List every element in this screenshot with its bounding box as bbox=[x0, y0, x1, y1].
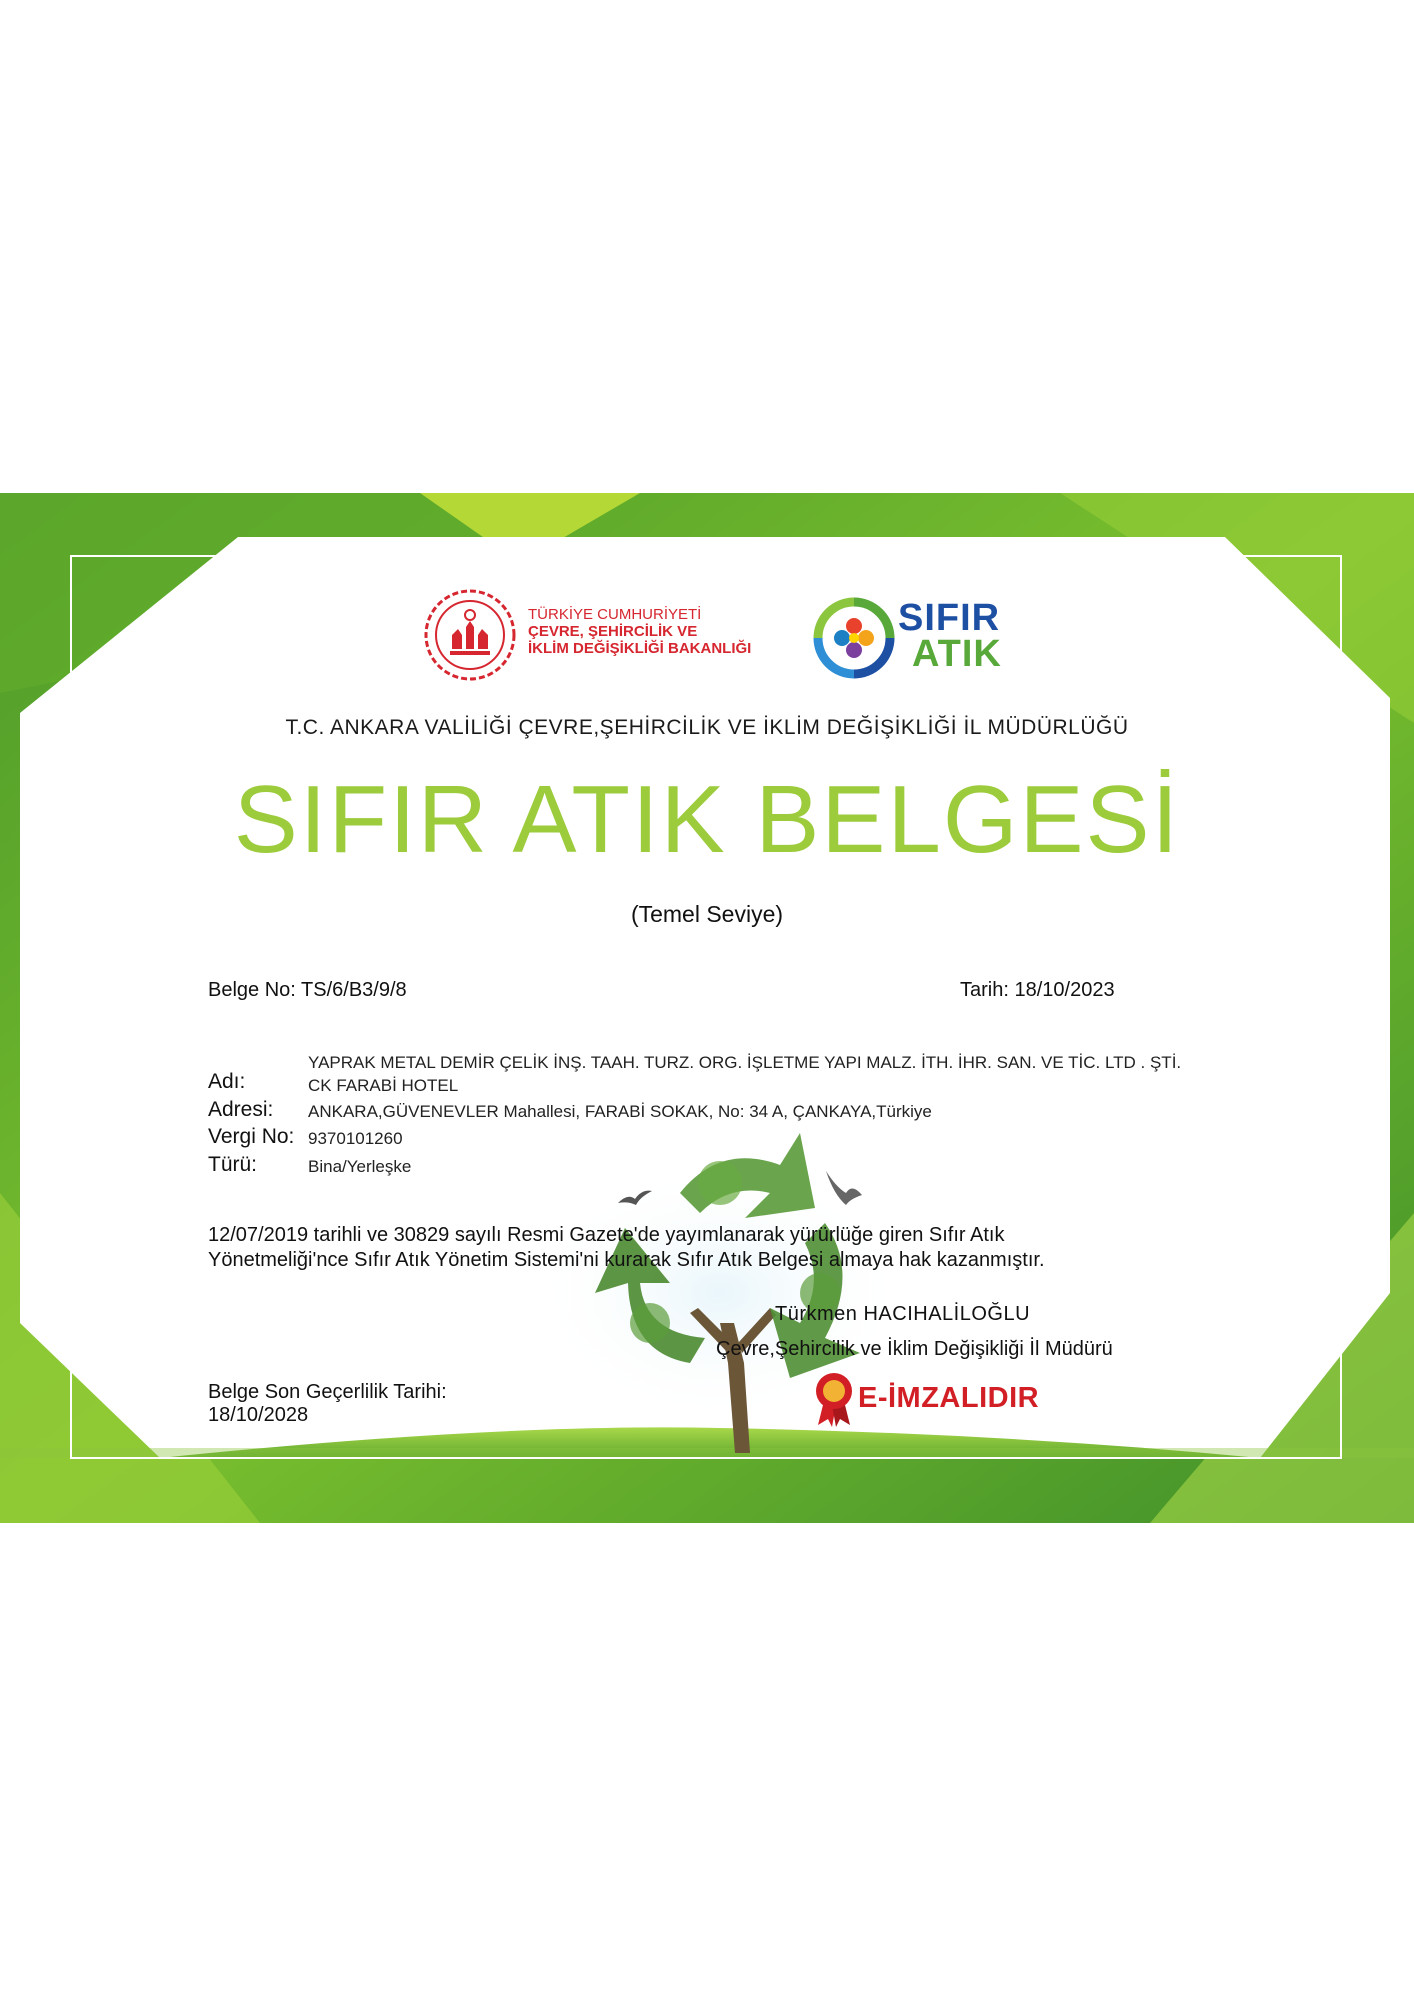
validity-date: 18/10/2028 bbox=[208, 1404, 309, 1426]
certificate-title: SIFIR ATIK BELGESİ bbox=[233, 766, 1181, 873]
e-signature-stamp: E-İMZALIDIR bbox=[858, 1382, 1040, 1414]
type-value: Bina/Yerleşke bbox=[308, 1157, 412, 1176]
certificate-level: (Temel Seviye) bbox=[630, 901, 784, 927]
name-value: YAPRAK METAL DEMİR ÇELİK İNŞ. TAAH. TURZ. ORG. İŞLETME YAPI MALZ. İTH. İHR. SAN. VE TİC. LTD . ŞTİ. CK FARABİ HOTEL bbox=[308, 1053, 1182, 1095]
address-label: Adresi: bbox=[208, 1098, 274, 1121]
validity bbox=[208, 1381, 447, 1427]
issue-date: Tarih: 18/10/2023 bbox=[960, 979, 1115, 1001]
ministry-line-1: TÜRKİYE CUMHURİYETİ bbox=[528, 606, 702, 623]
ministry-line-2: ÇEVRE, ŞEHİRCİLİK VE bbox=[528, 623, 698, 640]
atik-word: ATIK bbox=[912, 633, 1002, 675]
signatory-title: Çevre,Şehircilik ve İklim Değişikliği İl Müdürü bbox=[716, 1338, 1113, 1360]
sifir-atik-logo bbox=[812, 596, 896, 680]
ministry-name bbox=[528, 606, 751, 657]
certificate bbox=[0, 493, 1414, 1523]
type-label: Türü: bbox=[208, 1153, 258, 1176]
inner-frame bbox=[70, 555, 1342, 1459]
address-value: ANKARA,GÜVENEVLER Mahallesi, FARABİ SOKAK, No: 34 A, ÇANKAYA,Türkiye bbox=[308, 1102, 932, 1121]
certificate-statement: 12/07/2019 tarihli ve 30829 sayılı Resmi Gazete'de yayımlanarak yürürlüğe giren Sıfır Atık Yönetmeliği'nce Sıfır Atık Yönetim Sistemi'ni kurarak Sıfır Atık Belgesi almaya hak kazanmıştır. bbox=[208, 1224, 1045, 1271]
department-name: T.C. ANKARA VALİLİĞİ ÇEVRE,ŞEHİRCİLİK VE İKLİM DEĞİŞİKLİĞİ İL MÜDÜRLÜĞÜ bbox=[285, 716, 1129, 739]
tax-value: 9370101260 bbox=[308, 1129, 403, 1148]
ministry-emblem-logo bbox=[422, 587, 518, 683]
validity-label: Belge Son Geçerlilik Tarihi: bbox=[208, 1381, 447, 1403]
sifir-word: SIFIR bbox=[898, 597, 1001, 639]
ministry-line-3: İKLİM DEĞİŞİKLİĞİ BAKANLIĞI bbox=[528, 640, 752, 657]
signatory-name: Türkmen HACIHALİLOĞLU bbox=[775, 1303, 1031, 1325]
belge-no: Belge No: TS/6/B3/9/8 bbox=[208, 979, 407, 1001]
seal-ribbon-icon bbox=[812, 1371, 856, 1427]
tax-label: Vergi No: bbox=[208, 1125, 295, 1148]
sifir-atik-wordmark bbox=[898, 597, 1002, 675]
name-label: Adı: bbox=[208, 1070, 246, 1093]
